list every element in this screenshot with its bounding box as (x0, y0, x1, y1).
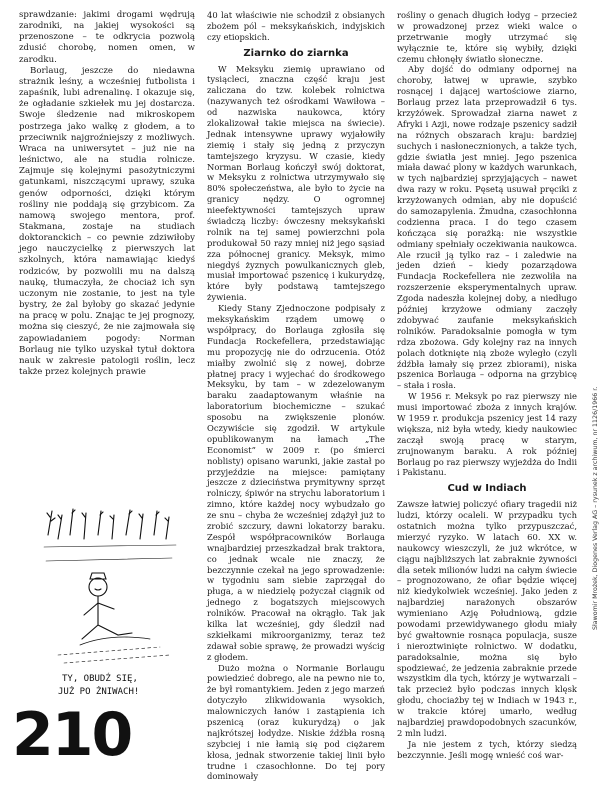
paragraph: Aby dojść do odmiany odpornej na choroby, łatwej w uprawie, szybko rosnącej i dającej wartościowe ziarno, Borlaug przez lata przeprowadził 6 tys. krzyżówek. Sprowadzał ziarna nawet z Afryki i Azji, nowe rodzaje pszenicy sadził na różnych obszarach kraju: bardziej suchych i nasłonecznionych, a także tych, gdzie światła jest mniej. Jego pszenica miała dawać plony w każdych warunkach, w tych najbardziej sprzyjających – nawet dwa razy w roku. Pęsetą usuwał pręciki z krzyżowanych odmian, aby nie dopuścić do samozapylenia. Żmudna, czasochłonna codzienna praca. I do tego czasem kończąca się porażką: nie wszystkie odmiany spełniały oczekiwania naukowca. Ale rzucił ją tylko raz – i zaledwie na jeden dzień – kiedy pozarządowa Fundacja Rockefellera nie zezwoliła na rozszerzenie eksperymentalnych upraw. Zgoda nadeszła kolejnej doby, a niedługo później krzyżowe odmiany zaczęły zdobywać zaufanie meksykańskich rolników. Paradoksalnie pomogła w tym rdza zbożowa. Gdy kolejny raz na innych polach dotknięte nią zboże wyległo (czyli źdźbła łamały się przez zbiorami), niska pszenica Borlauga – odporna na grzybicę – stała i rosła. (397, 64, 577, 391)
section-heading: Cud w Indiach (447, 483, 527, 495)
paragraph: Zawsze łatwiej policzyć ofiary tragedii niż ludzi, którzy ocaleli. W przypadku tych ostatnich można tylko przypuszczać, mierzyć ryzyko. W latach 60. XX w. naukowcy wieszczyli, że już wkrótce, w ciągu najbliższych lat zabraknie żywności dla setek milionów ludzi na całym świecie – prognozowano, że ofiar będzie więcej niż kiedykolwiek wcześniej. Jako jeden z najbardziej narażonych obszarów wymieniano Azję Południową, gdzie powodami przewidywanego głodu miały być gwałtownie rosnąca populacja, susze i nieroztwinięte rolnictwo. W dodatku, paradoksalnie, można się było spodziewać, że jedzenia zabraknie przede wszystkim dla tych, którzy je wytwarzali – tak przecież było podczas innych klęsk głodu, chociażby tej w Indiach w 1943 r., w trakcie której umarło, według najbardziej prawdopodobnych szacunków, 2 mln ludzi. (397, 499, 577, 738)
wheat-stalks (48, 509, 169, 539)
image-credit: Sławomir Mrożek, Diogenes Verlag AG – rysunek z archiwum, nr 1126/1966 r. (592, 386, 599, 630)
mrozek-cartoon (40, 505, 180, 700)
paragraph: W 1956 r. Meksyk po raz pierwszy nie musi importować zboża z innych krajów. W 1959 r. produkcja pszenicy jest 14 razy większa, niż była wtedy, kiedy naukowiec zaczął swoją pracę w starym, zrujnowanym baraku. A rok później Borlaug po raz pierwszy wyjeżdża do Indii i Pakistanu. (397, 391, 577, 478)
paragraph: Ja nie jestem z tych, którzy siedzą bezczynnie. Jeśli mogę wnieść coś war- (397, 738, 577, 760)
column-3 (397, 10, 577, 761)
paragraph: W Meksyku ziemię uprawiano od tysiącleci, znaczna część kraju jest zaliczana do tzw. kolebek rolnictwa (nazywanych też ośrodkami Wawiłowa – od nazwiska naukowca, który zlokalizował takie miejsca na świecie). Jednak intensywne uprawy wyjałowiły ziemię i stały się jedną z przyczyn tamtejszego kryzysu. W czasie, kiedy Norman Borlaug kończył swój doktorat, w Meksyku z rolnictwa utrzymywało się 80% społeczeństwa, ale było to życie na granicy nędzy. O ogromnej nieefektywności tamtejszych upraw świadczą liczby: ówczesny meksykański rolnik na tej samej powierzchni pola produkował 50 razy mniej niż jego sąsiad zza północnej granicy. Meksyk, mimo niegdyś żyznych powulkanicznych gleb, musiał importować pszenicę i kukurydzę, które były podstawą tamtejszego żywienia. (207, 63, 385, 303)
page-number: 210 (12, 700, 132, 770)
paragraph: 40 lat właściwie nie schodził z obsianych zbożem pól – meksykańskich, indyjskich czy etiopskich. (207, 10, 385, 42)
paragraph: Kiedy Stany Zjednoczone podpisały z meksykańskim rządem umowę o współpracy, do Borlauga zgłosiła się Fundacja Rockefellera, przedstawiając mu propozycję nie do odrzucenia. Otóż miałby zwolnić się z nowej, dobrze płatnej pracy i wyjechać do środkowego Meksyku, by tam – w zdezelowanym baraku zaadaptowanym właśnie na laboratorium biochemiczne – szukać sposobu na zwiększenie plonów. Oczywiście się zgodził. W artykule opublikowanym na łamach „The Economist” w 2009 r. (po śmierci noblisty) opisano warunki, jakie zastał po przyjeździe na miejsce: pamiętany jeszcze z dzieciństwa prymitywny sprzęt rolniczy, śpiwór na strychu laboratorium i zimno, które każdej nocy wybudzało go ze snu – chyba że wcześniej zdążył już to zrobić szczury, dawni lokatorzy baraku. Zespół współpracowników Borlauga wnajbardziej przeszkadzał brak traktora, co jednak wcale nie znaczy, że bezczynnie czekał na jego sprowadzenie: w tygodniu sam siebie zaprzęgał do pługa, a w niedzielę pożyczał ciągnik od jednego z bogatszych miejscowych rolników. Pracował na okrągło. Tak jak kilka lat wcześniej, gdy śledził nad szkiełkami mikroorganizmy, teraz też zdawał sobie sprawę, że prowadzi wyścig z głodem. (207, 303, 385, 662)
column-2 (207, 10, 385, 782)
column-1 (19, 10, 195, 378)
cartoon-caption: TY, OBUDŹ SIĘ, (62, 674, 138, 684)
section-heading: Ziarnko do ziarnka (243, 47, 349, 59)
paragraph: Borlaug, jeszcze do niedawna strażnik leśny, a wcześniej futbolista i zapaśnik, lubi adrenalinę. I okazuje się, że ogładanie szkiełek mu jej dostarcza. Swoje śledzenie nad mikroskopem postrzega jako walkę z głodem, a to przeciwnik najgroźniejszy z możliwych. Wraca na uniwersytet – już nie na leśnictwo, ale na studia rolnicze. Zajmuje się kolejnymi pasożytniczymi gatunkami, niszczącymi uprawy, szuka genów odporności, dzięki którym rośliny nie poddają się grzybicom. Za namową swojego mentora, prof. Stakmana, zostaje na studiach doktoranckich – co pewnie zdziwiłoby jego nauczycielkę z pierwszych lat szkolnych, która namawiając kiedyś rodziców, by pozwolili mu na dalszą naukę, tłumaczyła, że chociaż ich syn uczonym nie zostanie, to jest na tyle bystry, że żal byłoby go skazać jedynie na pracę w polu. Znając te jej prognozy, można się cieszyć, że nie zajmowała się zapowiadaniem pogody: Norman Borlaug nie tylko uzyskał tytuł doktora nauk w zakresie patologii roślin, lecz także przez kolejnych prawie (19, 65, 195, 377)
paragraph: Dużo można o Normanie Borlaugu powiedzieć dobrego, ale na pewno nie to, że był romantykiem. Jeden z jego marzeń dotyczyło zlikwidowania wysokich, malowniczych łanów i zastąpienia ich pszenicą (oraz kukurydzą) o jak najkrótszej łodydze. Niskie źdźbła rosną szybciej i nie łamią się pod ciężarem kłosa, jednak stworzenie takiej linii było trudne i czasochłonne. Do tej pory dominowały (207, 662, 385, 782)
paragraph: sprawdzanie: jakimi drogami wędrują zarodniki, na jakiej wysokości są przenoszone – te odkrycia pozwolą zdusić chorobę, nomen omen, w zarodku. (19, 10, 195, 65)
cartoon-caption: JUŻ PO ŻNIWACH! (58, 687, 140, 697)
paragraph: rośliny o genach długich łodyg – przecież w prowadzonej przez wieki walce o przetrwanie mogły utrzymać się wyłącznie te, które się wybiły, dzięki czemu chłonęły światło słoneczne. (397, 10, 577, 64)
